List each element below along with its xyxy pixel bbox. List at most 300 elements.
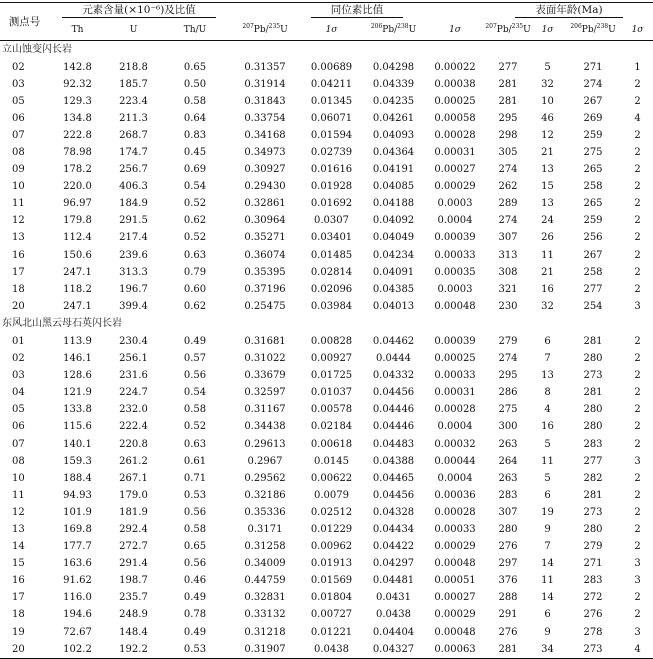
cell-ratio-pb207-u235: 0.29613	[244, 438, 286, 450]
cell-th-u: 0.49	[183, 626, 207, 638]
table-row	[0, 573, 653, 590]
table-row	[0, 521, 653, 538]
cell-age-pb207-u235: 264	[498, 455, 518, 467]
cell-age-sigma-1: 4	[544, 404, 551, 416]
cell-age-pb206-u238: 280	[583, 353, 603, 365]
table-row	[0, 179, 653, 196]
cell-ratio-pb206-u238: 0.04385	[372, 283, 415, 295]
section-title: 东风北山黑云母石英闪长岩	[2, 318, 122, 330]
cell-age-pb206-u238: 267	[583, 95, 603, 107]
cell-u: 224.7	[119, 387, 148, 399]
cell-ratio-pb207-u235: 0.34009	[244, 558, 286, 570]
cell-ratio-sigma-2: 0.0004	[437, 215, 473, 227]
cell-age-sigma-1: 32	[541, 300, 554, 312]
cell-u: 185.7	[119, 78, 148, 90]
cell-u: 248.9	[119, 609, 148, 621]
cell-ratio-sigma-1: 0.01692	[310, 198, 353, 210]
cell-age-pb207-u235: 307	[498, 506, 518, 518]
cell-age-pb206-u238: 258	[583, 266, 603, 278]
cell-th-u: 0.45	[183, 147, 207, 159]
cell-id: 07	[12, 438, 25, 450]
cell-age-sigma-2: 3	[634, 575, 641, 587]
cell-age-sigma-2: 2	[634, 387, 641, 399]
cell-th: 140.1	[63, 438, 92, 450]
cell-age-sigma-2: 2	[634, 78, 641, 90]
table-row	[0, 556, 653, 573]
cell-id: 01	[12, 335, 25, 347]
cell-th-u: 0.46	[183, 575, 207, 587]
cell-age-sigma-1: 7	[544, 353, 551, 365]
cell-age-sigma-1: 12	[541, 129, 554, 141]
cell-ratio-pb207-u235: 0.36074	[244, 249, 286, 261]
cell-th: 118.2	[63, 283, 92, 295]
cell-id: 13	[12, 232, 25, 244]
cell-u: 198.7	[119, 575, 148, 587]
cell-ratio-sigma-2: 0.00027	[434, 592, 476, 604]
cell-age-pb206-u238: 259	[583, 215, 603, 227]
cell-ratio-sigma-2: 0.00048	[434, 626, 476, 638]
cell-th-u: 0.62	[183, 215, 207, 227]
cell-u: 230.4	[119, 335, 148, 347]
cell-age-sigma-1: 32	[541, 78, 554, 90]
cell-ratio-pb207-u235: 0.29562	[244, 472, 286, 484]
cell-th: 163.6	[63, 558, 92, 570]
table-row	[0, 436, 653, 453]
cell-th-u: 0.58	[183, 523, 207, 535]
cell-u: 184.9	[119, 198, 148, 210]
cell-th: 142.8	[63, 61, 92, 73]
cell-age-sigma-1: 6	[544, 335, 551, 347]
cell-age-pb206-u238: 265	[583, 198, 603, 210]
cell-age-sigma-2: 2	[634, 181, 641, 193]
table-row	[0, 93, 653, 110]
cell-th-u: 0.58	[183, 95, 207, 107]
cell-ratio-pb206-u238: 0.0431	[376, 592, 411, 604]
cell-age-sigma-1: 21	[541, 147, 554, 159]
cell-ratio-sigma-1: 0.02739	[310, 147, 353, 159]
cell-ratio-sigma-1: 0.01569	[310, 575, 353, 587]
table-row	[0, 385, 653, 402]
cell-age-pb207-u235: 281	[498, 95, 518, 107]
cell-th-u: 0.58	[183, 404, 207, 416]
cell-u: 291.5	[119, 215, 148, 227]
cell-id: 07	[12, 129, 25, 141]
cell-th-u: 0.83	[183, 129, 207, 141]
cell-th: 78.98	[63, 147, 92, 159]
cell-age-pb206-u238: 276	[583, 609, 603, 621]
table-row	[0, 298, 653, 315]
cell-id: 19	[12, 626, 25, 638]
cell-u: 222.4	[119, 421, 148, 433]
cell-th-u: 0.52	[183, 198, 207, 210]
cell-th: 133.8	[63, 404, 92, 416]
cell-ratio-sigma-2: 0.00027	[434, 164, 476, 176]
cell-ratio-sigma-1: 0.00927	[310, 353, 353, 365]
group-header-elements: 元素含量(×10⁻⁶)及比值	[49, 3, 229, 21]
cell-age-pb206-u238: 283	[583, 575, 603, 587]
col-header-age-pb207-u235: $^{207}$Pb/$^{235}$U	[485, 23, 531, 35]
col-header-pb206-u238: $^{206}$Pb/$^{238}$U	[370, 23, 417, 35]
cell-ratio-sigma-1: 0.02512	[310, 506, 353, 518]
cell-ratio-sigma-2: 0.00058	[434, 112, 476, 124]
cell-ratio-pb206-u238: 0.04332	[372, 370, 415, 382]
group-header-age: 表面年龄(Ma)	[485, 3, 653, 21]
table-row	[0, 76, 653, 93]
cell-ratio-pb207-u235: 0.31914	[244, 78, 286, 90]
cell-age-sigma-2: 2	[634, 609, 641, 621]
cell-u: 223.4	[119, 95, 148, 107]
cell-age-sigma-2: 2	[634, 421, 641, 433]
cell-th-u: 0.56	[183, 370, 207, 382]
cell-ratio-sigma-1: 0.00689	[310, 61, 353, 73]
cell-th: 102.2	[63, 643, 92, 655]
cell-age-pb206-u238: 280	[583, 523, 603, 535]
cell-th: 150.6	[63, 249, 92, 261]
cell-age-sigma-2: 2	[634, 404, 641, 416]
cell-age-pb206-u238: 281	[583, 335, 603, 347]
cell-ratio-pb206-u238: 0.04404	[372, 626, 415, 638]
cell-age-sigma-2: 3	[634, 626, 641, 638]
cell-age-sigma-1: 14	[541, 558, 554, 570]
cell-id: 09	[12, 164, 25, 176]
section-row-1	[0, 41, 653, 60]
table-row	[0, 196, 653, 213]
cell-age-sigma-2: 2	[634, 370, 641, 382]
table-row	[0, 162, 653, 179]
col-header-th: Th	[71, 25, 84, 35]
cell-age-sigma-2: 2	[634, 266, 641, 278]
cell-ratio-sigma-1: 0.03401	[310, 232, 353, 244]
cell-th-u: 0.49	[183, 335, 207, 347]
cell-age-pb207-u235: 263	[498, 438, 518, 450]
cell-age-sigma-1: 6	[544, 609, 551, 621]
cell-age-pb207-u235: 263	[498, 472, 518, 484]
cell-age-pb206-u238: 265	[583, 164, 603, 176]
cell-u: 235.7	[119, 592, 148, 604]
cell-age-sigma-2: 2	[634, 335, 641, 347]
cell-ratio-pb206-u238: 0.04456	[372, 489, 415, 501]
cell-ratio-sigma-2: 0.00022	[434, 61, 476, 73]
cell-ratio-pb207-u235: 0.25475	[244, 300, 286, 312]
cell-ratio-pb207-u235: 0.3171	[247, 523, 283, 535]
cell-id: 11	[12, 198, 25, 210]
cell-ratio-pb207-u235: 0.37196	[244, 283, 286, 295]
cell-th-u: 0.49	[183, 592, 207, 604]
cell-id: 17	[12, 266, 25, 278]
cell-id: 04	[12, 387, 25, 399]
cell-ratio-sigma-2: 0.00028	[434, 404, 476, 416]
cell-age-pb206-u238: 280	[583, 404, 603, 416]
cell-ratio-sigma-1: 0.00962	[310, 541, 353, 553]
cell-age-pb206-u238: 273	[583, 370, 603, 382]
cell-ratio-pb207-u235: 0.32831	[244, 592, 286, 604]
table-row	[0, 247, 653, 264]
cell-u: 211.3	[119, 112, 148, 124]
cell-age-pb207-u235: 289	[498, 198, 518, 210]
cell-age-pb206-u238: 258	[583, 181, 603, 193]
cell-age-sigma-1: 24	[541, 215, 554, 227]
cell-age-pb207-u235: 297	[498, 558, 518, 570]
table-row	[0, 281, 653, 298]
cell-age-sigma-2: 2	[634, 438, 641, 450]
cell-u: 196.7	[119, 283, 148, 295]
cell-ratio-sigma-1: 0.01913	[310, 558, 353, 570]
cell-ratio-pb206-u238: 0.04465	[372, 472, 415, 484]
cell-age-pb206-u238: 272	[583, 592, 603, 604]
cell-u: 291.4	[119, 558, 148, 570]
cell-id: 12	[12, 215, 25, 227]
cell-ratio-sigma-2: 0.00025	[434, 353, 476, 365]
cell-age-pb206-u238: 256	[583, 232, 603, 244]
cell-ratio-pb206-u238: 0.04297	[372, 558, 415, 570]
cell-ratio-pb206-u238: 0.04456	[372, 387, 415, 399]
cell-id: 08	[12, 147, 25, 159]
cell-ratio-sigma-2: 0.0003	[437, 198, 473, 210]
cell-ratio-sigma-2: 0.0004	[437, 472, 473, 484]
cell-id: 03	[12, 78, 25, 90]
cell-age-sigma-1: 11	[541, 249, 554, 261]
cell-age-pb207-u235: 308	[498, 266, 518, 278]
cell-age-sigma-2: 1	[634, 61, 641, 73]
cell-th-u: 0.53	[183, 643, 207, 655]
cell-th-u: 0.69	[183, 164, 207, 176]
cell-age-sigma-2: 2	[634, 283, 641, 295]
table-row	[0, 641, 653, 659]
cell-ratio-pb206-u238: 0.0438	[376, 609, 411, 621]
cell-age-pb207-u235: 274	[498, 353, 518, 365]
cell-ratio-sigma-1: 0.00578	[310, 404, 353, 416]
cell-th-u: 0.54	[183, 387, 207, 399]
cell-ratio-pb207-u235: 0.33679	[244, 370, 286, 382]
section-title: 立山蚀变闪长岩	[2, 44, 72, 55]
cell-ratio-sigma-1: 0.04211	[310, 78, 353, 90]
cell-age-sigma-2: 3	[634, 300, 641, 312]
cell-u: 399.4	[119, 300, 148, 312]
cell-id: 10	[12, 472, 25, 484]
cell-th: 247.1	[63, 300, 92, 312]
cell-ratio-sigma-2: 0.00039	[434, 335, 476, 347]
cell-ratio-sigma-2: 0.00028	[434, 129, 476, 141]
cell-ratio-sigma-2: 0.00035	[434, 266, 476, 278]
cell-ratio-pb206-u238: 0.04422	[372, 541, 415, 553]
cell-age-sigma-2: 2	[634, 164, 641, 176]
cell-age-pb207-u235: 281	[498, 643, 518, 655]
cell-id: 16	[12, 249, 25, 261]
cell-th: 101.9	[63, 506, 92, 518]
cell-ratio-sigma-1: 0.03984	[310, 300, 353, 312]
cell-age-pb207-u235: 298	[498, 129, 518, 141]
table-row	[0, 144, 653, 161]
cell-age-sigma-1: 14	[541, 592, 554, 604]
cell-ratio-sigma-1: 0.01221	[310, 626, 353, 638]
cell-u: 179.0	[119, 489, 148, 501]
cell-ratio-pb207-u235: 0.34973	[244, 147, 286, 159]
cell-ratio-pb207-u235: 0.31218	[244, 626, 286, 638]
cell-ratio-pb206-u238: 0.04388	[372, 455, 415, 467]
cell-ratio-pb206-u238: 0.04091	[372, 266, 415, 278]
cell-age-pb207-u235: 313	[498, 249, 518, 261]
cell-ratio-sigma-1: 0.0438	[314, 643, 349, 655]
cell-id: 06	[12, 112, 25, 124]
cell-age-sigma-1: 5	[544, 472, 551, 484]
cell-u: 256.1	[119, 353, 148, 365]
cell-ratio-sigma-2: 0.00025	[434, 95, 476, 107]
cell-th: 169.8	[63, 523, 92, 535]
cell-th: 116.0	[63, 592, 92, 604]
cell-age-sigma-2: 2	[634, 541, 641, 553]
cell-age-pb207-u235: 321	[498, 283, 518, 295]
cell-id: 02	[12, 61, 25, 73]
cell-age-pb207-u235: 274	[498, 215, 518, 227]
cell-ratio-sigma-2: 0.00029	[434, 609, 476, 621]
cell-id: 11	[12, 489, 25, 501]
cell-age-pb206-u238: 277	[583, 283, 603, 295]
cell-age-pb207-u235: 262	[498, 181, 518, 193]
cell-id: 08	[12, 455, 25, 467]
cell-ratio-pb207-u235: 0.32861	[244, 198, 286, 210]
cell-th: 72.67	[63, 626, 92, 638]
cell-u: 313.3	[119, 266, 148, 278]
group-header-isotope: 同位素比值	[229, 3, 485, 21]
table-row	[0, 264, 653, 281]
col-header-th-u: Th/U	[183, 25, 207, 35]
cell-ratio-sigma-1: 0.02096	[310, 283, 353, 295]
col-header-sigma-1: 1σ	[325, 25, 338, 35]
cell-th-u: 0.63	[183, 438, 207, 450]
cell-ratio-pb206-u238: 0.0444	[376, 353, 411, 365]
cell-ratio-sigma-1: 0.00727	[310, 609, 353, 621]
cell-ratio-pb207-u235: 0.30964	[244, 215, 286, 227]
cell-ratio-pb207-u235: 0.34168	[244, 129, 286, 141]
cell-u: 256.7	[119, 164, 148, 176]
cell-age-pb206-u238: 282	[583, 472, 603, 484]
cell-u: 192.2	[119, 643, 148, 655]
cell-ratio-sigma-2: 0.00028	[434, 506, 476, 518]
table-row	[0, 624, 653, 641]
cell-age-pb207-u235: 281	[498, 78, 518, 90]
cell-th-u: 0.78	[183, 609, 207, 621]
table-row	[0, 59, 653, 76]
cell-ratio-pb207-u235: 0.35336	[244, 506, 286, 518]
cell-ratio-sigma-2: 0.00033	[434, 370, 476, 382]
cell-th-u: 0.71	[183, 472, 207, 484]
cell-th: 113.9	[63, 335, 92, 347]
cell-ratio-pb206-u238: 0.04261	[372, 112, 415, 124]
cell-age-pb206-u238: 271	[583, 61, 603, 73]
cell-ratio-pb206-u238: 0.04191	[372, 164, 415, 176]
cell-ratio-pb206-u238: 0.04327	[372, 643, 415, 655]
cell-age-sigma-2: 2	[634, 215, 641, 227]
cell-th-u: 0.65	[183, 61, 207, 73]
cell-ratio-sigma-2: 0.00044	[434, 455, 476, 467]
cell-ratio-sigma-2: 0.00039	[434, 232, 476, 244]
cell-age-pb207-u235: 295	[498, 370, 518, 382]
col-header-id: 测点号	[8, 15, 41, 28]
cell-age-pb207-u235: 291	[498, 609, 518, 621]
cell-u: 239.6	[119, 249, 148, 261]
cell-ratio-pb207-u235: 0.31167	[244, 404, 286, 416]
cell-u: 218.8	[119, 61, 148, 73]
col-header-sigma-3: 1σ	[541, 25, 554, 35]
cell-th-u: 0.60	[183, 283, 207, 295]
cell-age-pb206-u238: 269	[583, 112, 603, 124]
table-row	[0, 607, 653, 624]
cell-ratio-pb206-u238: 0.04013	[372, 300, 415, 312]
cell-th: 247.1	[63, 266, 92, 278]
cell-age-sigma-1: 13	[541, 370, 554, 382]
cell-u: 268.7	[119, 129, 148, 141]
cell-age-sigma-1: 11	[541, 455, 554, 467]
cell-ratio-sigma-2: 0.00029	[434, 541, 476, 553]
cell-age-sigma-2: 3	[634, 558, 641, 570]
cell-ratio-sigma-2: 0.00033	[434, 523, 476, 535]
cell-ratio-pb207-u235: 0.31843	[244, 95, 286, 107]
cell-age-pb207-u235: 288	[498, 592, 518, 604]
cell-u: 292.4	[119, 523, 148, 535]
cell-th: 96.97	[63, 198, 92, 210]
zircon-u-pb-data-table	[0, 2, 653, 659]
cell-th-u: 0.64	[183, 112, 207, 124]
cell-ratio-sigma-2: 0.00051	[434, 575, 476, 587]
cell-age-pb207-u235: 276	[498, 626, 518, 638]
cell-age-pb206-u238: 280	[583, 421, 603, 433]
cell-age-sigma-2: 2	[634, 95, 641, 107]
cell-ratio-sigma-2: 0.0003	[437, 283, 473, 295]
cell-id: 18	[12, 609, 25, 621]
table-body	[0, 41, 653, 659]
cell-ratio-sigma-2: 0.00033	[434, 249, 476, 261]
cell-ratio-pb206-u238: 0.04085	[372, 181, 415, 193]
table-row	[0, 230, 653, 247]
cell-ratio-sigma-1: 0.06071	[310, 112, 353, 124]
cell-ratio-pb207-u235: 0.35395	[244, 266, 286, 278]
cell-ratio-sigma-2: 0.00038	[434, 78, 476, 90]
cell-th: 134.8	[63, 112, 92, 124]
cell-th: 128.6	[63, 370, 92, 382]
cell-ratio-sigma-2: 0.00031	[434, 147, 476, 159]
cell-ratio-sigma-1: 0.01345	[310, 95, 353, 107]
table-row	[0, 213, 653, 230]
cell-th: 94.93	[63, 489, 92, 501]
cell-ratio-sigma-1: 0.01804	[310, 592, 353, 604]
cell-age-pb207-u235: 286	[498, 387, 518, 399]
cell-ratio-pb207-u235: 0.35271	[244, 232, 286, 244]
cell-ratio-sigma-1: 0.00828	[310, 335, 353, 347]
cell-age-sigma-2: 2	[634, 353, 641, 365]
cell-ratio-pb207-u235: 0.29430	[244, 181, 286, 193]
cell-age-pb206-u238: 267	[583, 249, 603, 261]
cell-age-pb206-u238: 259	[583, 129, 603, 141]
cell-ratio-pb206-u238: 0.04446	[372, 421, 415, 433]
cell-age-pb206-u238: 281	[583, 387, 603, 399]
cell-th: 112.4	[63, 232, 92, 244]
cell-ratio-pb207-u235: 0.31907	[244, 643, 286, 655]
cell-age-sigma-1: 10	[541, 95, 554, 107]
cell-age-sigma-1: 15	[541, 181, 554, 193]
cell-age-pb206-u238: 275	[583, 147, 603, 159]
cell-age-sigma-1: 7	[544, 541, 551, 553]
cell-u: 174.7	[119, 147, 148, 159]
cell-th: 129.3	[63, 95, 92, 107]
cell-ratio-pb206-u238: 0.04092	[372, 215, 415, 227]
cell-age-pb207-u235: 279	[498, 335, 518, 347]
cell-u: 220.8	[119, 438, 148, 450]
cell-age-sigma-1: 34	[541, 643, 554, 655]
cell-age-sigma-1: 26	[541, 232, 554, 244]
col-header-sigma-4: 1σ	[631, 25, 644, 35]
cell-age-sigma-2: 2	[634, 129, 641, 141]
cell-age-pb206-u238: 283	[583, 438, 603, 450]
